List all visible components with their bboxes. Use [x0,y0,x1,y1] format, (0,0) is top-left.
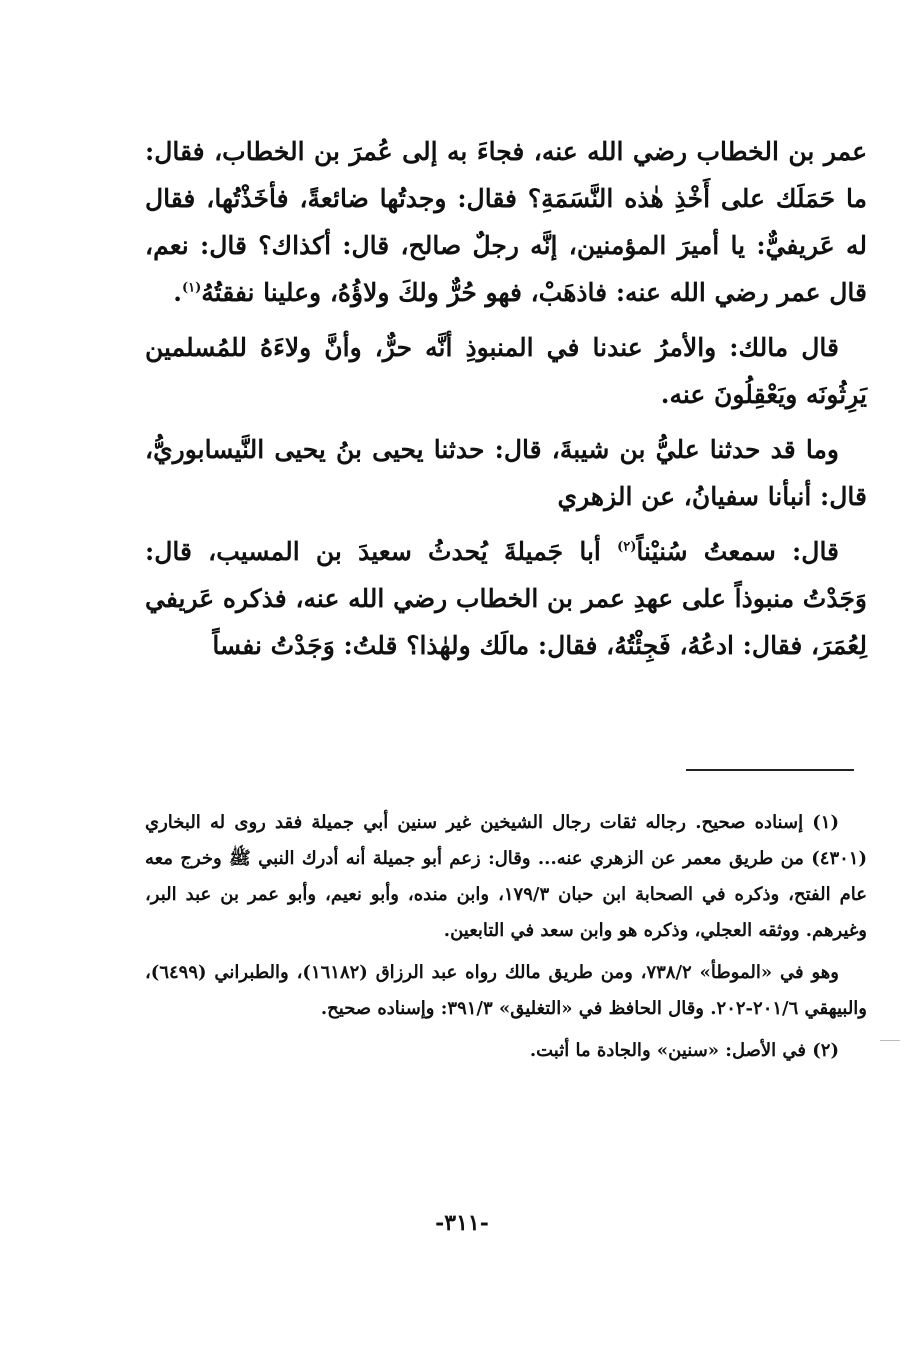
footnotes [145,805,867,1075]
paragraph-1: عمر بن الخطاب رضي الله عنه، فجاءَ به إلى عُمرَ بن الخطاب، فقال: ما حَمَلَك على أَخْذِ هٰذه النَّسَمَةِ؟ فقال: وجدتُها ضائعةً، فأخَذْتُها، فقال له عَريفيٌّ: يا أميرَ المؤمنين، إنَّه رجلٌ صالح، قال: أكذاك؟ قال: نعم، قال عمر رضي الله عنه: فاذهَبْ، فهو حُرٌّ ولكَ ولاؤُهُ، وعلينا نفقتُهُ$^{(١)}$. [145,137,867,307]
footnote-2: (٢) في الأصل: «سنين» والجادة ما أثبت. [529,1040,839,1061]
scan-edge-mark [880,1040,900,1041]
main-text [145,128,867,677]
footnote-1: (١) إسناده صحيح. رجاله ثقات رجال الشيخين غير سنين أبي جميلة فقد روى له البخاري (٤٣٠١) من طريق معمر عن الزهري عنه... وقال: زعم أبو جميلة أنه أدرك النبي ﷺ وخرج معه عام الفتح، وذكره في الصحابة ابن حبان ١٧٩/٣، وابن منده، وأبو نعيم، وأبو عمر بن عبد البر، وغيرهم. ووثقه العجلي، وذكره هو وابن سعد في التابعين. [145,812,867,941]
footnote-ref-2: (٢) [617,539,637,555]
page-number: -٣١١- [435,1210,489,1236]
footnote-ref-1: (١) [181,280,202,296]
paragraph-2: قال مالك: والأمرُ عندنا في المنبوذِ أنَّه حرٌّ، وأنَّ ولاءَهُ للمُسلمين يَرِثُونَه ويَعْقِلُونَ عنه. [145,333,867,409]
paragraph-4: قال: سمعتُ سُنيْناً$^{(٢)}$ أبا جَميلةَ يُحدثُ سعيدَ بن المسيب، قال: وَجَدْتُ منبوذاً على عهدِ عمر بن الخطاب رضي الله عنه، فذكره عَريفي لِعُمَرَ، فقال: ادعُهُ، فَجِئْتُهُ، فقال: مالَك ولهٰذا؟ قلتُ: وَجَدْتُ نفساً [145,537,867,660]
footnote-1-continued: وهو في «الموطأ» ٧٣٨/٢، ومن طريق مالك رواه عبد الرزاق (١٦١٨٢)، والطبراني (٦٤٩٩)، والبيهقي ٢٠١/٦-٢٠٢. وقال الحافظ في «التغليق» ٣٩١/٣: وإسناده صحيح. [145,962,867,1019]
paragraph-3: وما قد حدثنا عليُّ بن شيبةَ، قال: حدثنا يحيى بنُ يحيى النَّيسابوريُّ، قال: أنبأنا سفيانُ، عن الزهري [145,435,867,511]
footnote-separator [686,769,854,771]
